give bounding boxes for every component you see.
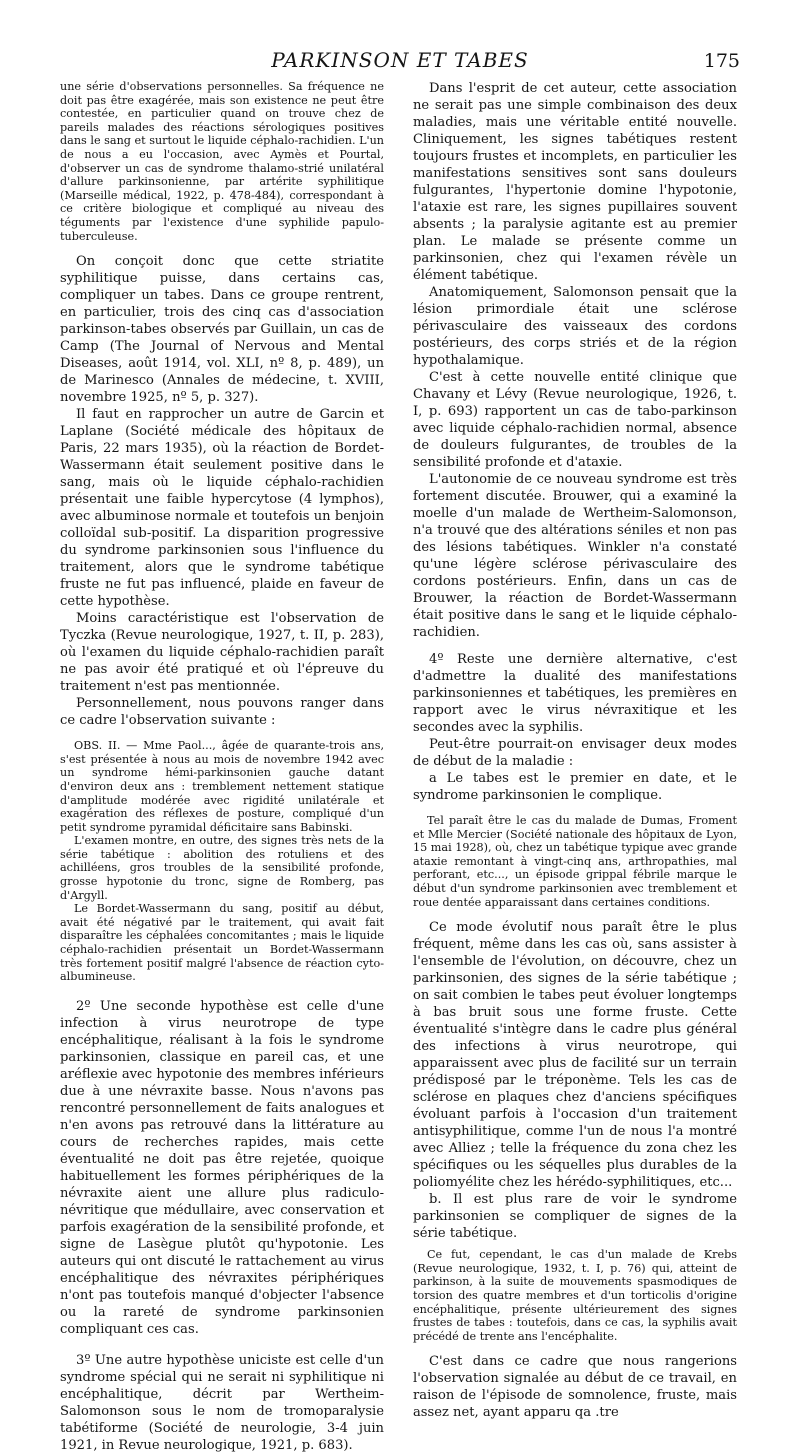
left-paragraph: Il faut en rapprocher un autre de Garcin et Laplane (Société médicale des hôpitaux de Paris, 22 mars 1935), où la réaction de Bordet-Wassermann était seulement positive dans le sang, mais où le liquide céphalo-rachidien présentait une faible hypercytose (4 lymphos), avec albuminose normale et toutefois un benjoin colloïdal sub-positif. La disparition progressive du syndrome parkinsonien sous l'influence du traitement, alors que le syndrome tabétique fruste ne fut pas influencé, plaide en faveur de cette hypothèse.: [60, 407, 384, 610]
left-column: [60, 80, 384, 1454]
running-title: PARKINSON ET TABES: [271, 48, 529, 72]
hypothesis-4-paragraph: 4º Reste une dernière alternative, c'est d'admettre la dualité des manifestations parkinsoniennes et tabétiques, les premières en rapport avec le virus névraxitique et les secondes avec la syphilis.: [413, 652, 737, 735]
case-note-paragraph: Tel paraît être le cas du malade de Dumas, Froment et Mlle Mercier (Société nationale des hôpitaux de Lyon, 15 mai 1928), où, chez un tabétique typique avec grande ataxie remontant à vingt-cinq ans, arthropathies, mal perforant, etc..., un épisode grippal fébrile marque le début d'un syndrome parkinsonien avec tremblement et roue dentée apparaissant dans certaines conditions.: [413, 814, 737, 909]
right-paragraph: Dans l'esprit de cet auteur, cette association ne serait pas une simple combinaison des deux maladies, mais une véritable entité nouvelle. Cliniquement, les signes tabétiques restent toujours frustes et incomplets, en particulier les manifestations sensitives sont sans douleurs fulgurantes, l'hypertonie domine l'hypotonie, l'ataxie est rare, les signes pupillaires souvent absents ; la paralysie agitante est au premier plan. Le malade se présente comme un parkinsonien, chez qui l'examen révèle un élément tabétique.: [413, 81, 737, 283]
running-header: [60, 48, 740, 78]
left-paragraph: On conçoit donc que cette striatite syphilitique puisse, dans certains cas, compliquer un tabes. Dans ce groupe rentrent, en particulier, trois des cinq cas d'association parkinson-tabes observés par Guillain, un cas de Camp (The Journal of Nervous and Mental Diseases, août 1914, vol. XLI, nº 8, p. 489), un de Marinesco (Annales de médecine, t. XVIII, novembre 1925, nº 5, p. 327).: [60, 254, 384, 406]
right-paragraph: L'autonomie de ce nouveau syndrome est très fortement discutée. Brouwer, qui a examiné la moelle d'un malade de Wertheim-Salomonson, n'a trouvé que des altérations séniles et non pas des lésions tabétiques. Winkler n'a constaté qu'une légère sclérose périvasculaire des cordons postérieurs. Enfin, dans un cas de Brouwer, la réaction de Bordet-Wassermann était positive dans le sang et le liquide céphalo-rachidien.: [413, 472, 737, 640]
observation-paragraph: Le Bordet-Wassermann du sang, positif au début, avait été négativé par le traitement, qui avait fait disparaître les céphalées concomitantes ; mais le liquide céphalo-rachidien présentait un Bordet-Wassermann très fortement positif malgré l'absence de réaction cyto-albumineuse.: [60, 902, 384, 984]
right-column: [413, 80, 737, 1421]
left-paragraph: Moins caractéristique est l'observation de Tyczka (Revue neurologique, 1927, t. II, p. 283), où l'examen du liquide céphalo-rachidien paraît ne pas avoir été pratiqué et où l'épreuve du traitement n'est pas mentionnée.: [60, 611, 384, 695]
left-paragraph-continued: une série d'observations personnelles. Sa fréquence ne doit pas être exagérée, mais son existence ne peut être contestée, en particulier quand on trouve chez de pareils malades des réactions sérologiques positives dans le sang et surtout le liquide céphalo-rachidien. L'un de nous a eu l'occasion, avec Aymès et Pourtal, d'observer un cas de syndrome thalamo-strié unilatéral d'allure parkinsonienne, par artérite syphilitique (Marseille médical, 1922, p. 478-484), correspondant à ce critère biologique et compliqué au niveau des téguments par l'existence d'une syphilide papulo-tuberculeuse.: [60, 80, 384, 243]
case-note-paragraph: Ce fut, cependant, le cas d'un malade de Krebs (Revue neurologique, 1932, t. I, p. 76) qui, atteint de parkinson, à la suite de mouvements spasmodiques de torsion des quatre membres et d'un torticolis d'origine encéphalitique, présente ultérieurement des signes frustes de tabes : toutefois, dans ce cas, la syphilis avait précédé de trente ans l'encéphalite.: [413, 1248, 737, 1343]
right-paragraph: C'est à cette nouvelle entité clinique que Chavany et Lévy (Revue neurologique, 1926, t. I, p. 693) rapportent un cas de tabo-parkinson avec liquide céphalo-rachidien normal, absence de douleurs fulgurantes, de troubles de la sensibilité profonde et d'ataxie.: [413, 370, 737, 470]
right-paragraph: Anatomiquement, Salomonson pensait que la lésion primordiale était une sclérose périvasculaire des vaisseaux des cordons postérieurs, des corps striés et de la région hypothalamique.: [413, 285, 737, 368]
hypothesis-2-paragraph: 2º Une seconde hypothèse est celle d'une infection à virus neurotrope de type encéphalitique, réalisant à la fois le syndrome parkinsonien, classique en pareil cas, et une aréflexie avec hypotonie des membres inférieurs due à une névraxite basse. Nous n'avons pas rencontré personnellement de faits analogues et n'en avons pas retrouvé dans la littérature au cours de recherches rapides, mais cette éventualité ne doit pas être rejetée, quoique habituellement les formes périphériques de la névraxite aient une allure plus radiculo-névritique que médullaire, avec conservation et parfois exagération de la sensibilité profonde, et signe de Lasègue plutôt qu'hypotonie. Les auteurs qui ont discuté le rattachement au virus encéphalitique des névraxites périphériques n'ont pas toutefois manqué d'objecter l'absence ou la rareté de syndrome parkinsonien compliquant ces cas.: [60, 998, 384, 1337]
mode-a-paragraph: a Le tabes est le premier en date, et le syndrome parkinsonien le complique.: [413, 771, 737, 803]
right-paragraph: C'est dans ce cadre que nous rangerions l'observation signalée au début de ce travail, en raison de l'épisode de somnolence, fruste, mais assez net, ayant apparu qa .tre: [413, 1354, 737, 1421]
observation-paragraph: OBS. II. — Mme Paol..., âgée de quarante-trois ans, s'est présentée à nous au mois de novembre 1942 avec un syndrome hémi-parkinsonien gauche datant d'environ deux ans : tremblement nettement statique d'amplitude modérée avec rigidité unilatérale et exagération des réflexes de posture, compliqué d'un petit syndrome pyramidal déficitaire sans Babinski.: [60, 739, 384, 834]
left-paragraph: Personnellement, nous pouvons ranger dans ce cadre l'observation suivante :: [60, 696, 384, 729]
right-paragraph: Ce mode évolutif nous paraît être le plus fréquent, même dans les cas où, sans assister à l'ensemble de l'évolution, on découvre, chez un parkinsonien, des signes de la série tabétique ; on sait combien le tabes peut évoluer longtemps à bas bruit sous une forme fruste. Cette éventualité s'intègre dans le cadre plus général des infections à virus neurotrope, qui apparaissent avec plus de facilité sur un terrain prédisposé par le tréponème. Tels les cas de sclérose en plaques chez d'anciens spécifiques évoluant parfois à l'occasion d'un traitement antisyphilitique, comme l'un de nous l'a montré avec Alliez ; telle la fréquence du zona chez les spécifiques ou les séquelles plus durables de la poliomyélite chez les hérédo-syphilitiques, etc...: [413, 920, 737, 1191]
hypothesis-3-paragraph: 3º Une autre hypothèse uniciste est celle d'un syndrome spécial qui ne serait ni syphilitique ni encéphalitique, décrit par Wertheim-Salomonson sous le nom de tromoparalysie tabétiforme (Société de neurologie, 3-4 juin 1921, in Revue neurologique, 1921, p. 683).: [60, 1352, 384, 1453]
observation-paragraph: L'examen montre, en outre, des signes très nets de la série tabétique : abolition des rotuliens et des achilléens, gros troubles de la sensibilité profonde, grosse hypotonie du tronc, signe de Romberg, pas d'Argyll.: [60, 834, 384, 902]
right-paragraph: Peut-être pourrait-on envisager deux modes de début de la maladie :: [413, 737, 737, 769]
mode-b-paragraph: b. Il est plus rare de voir le syndrome parkinsonien se compliquer de signes de la série tabétique.: [413, 1192, 737, 1242]
page-number: 175: [703, 50, 740, 72]
